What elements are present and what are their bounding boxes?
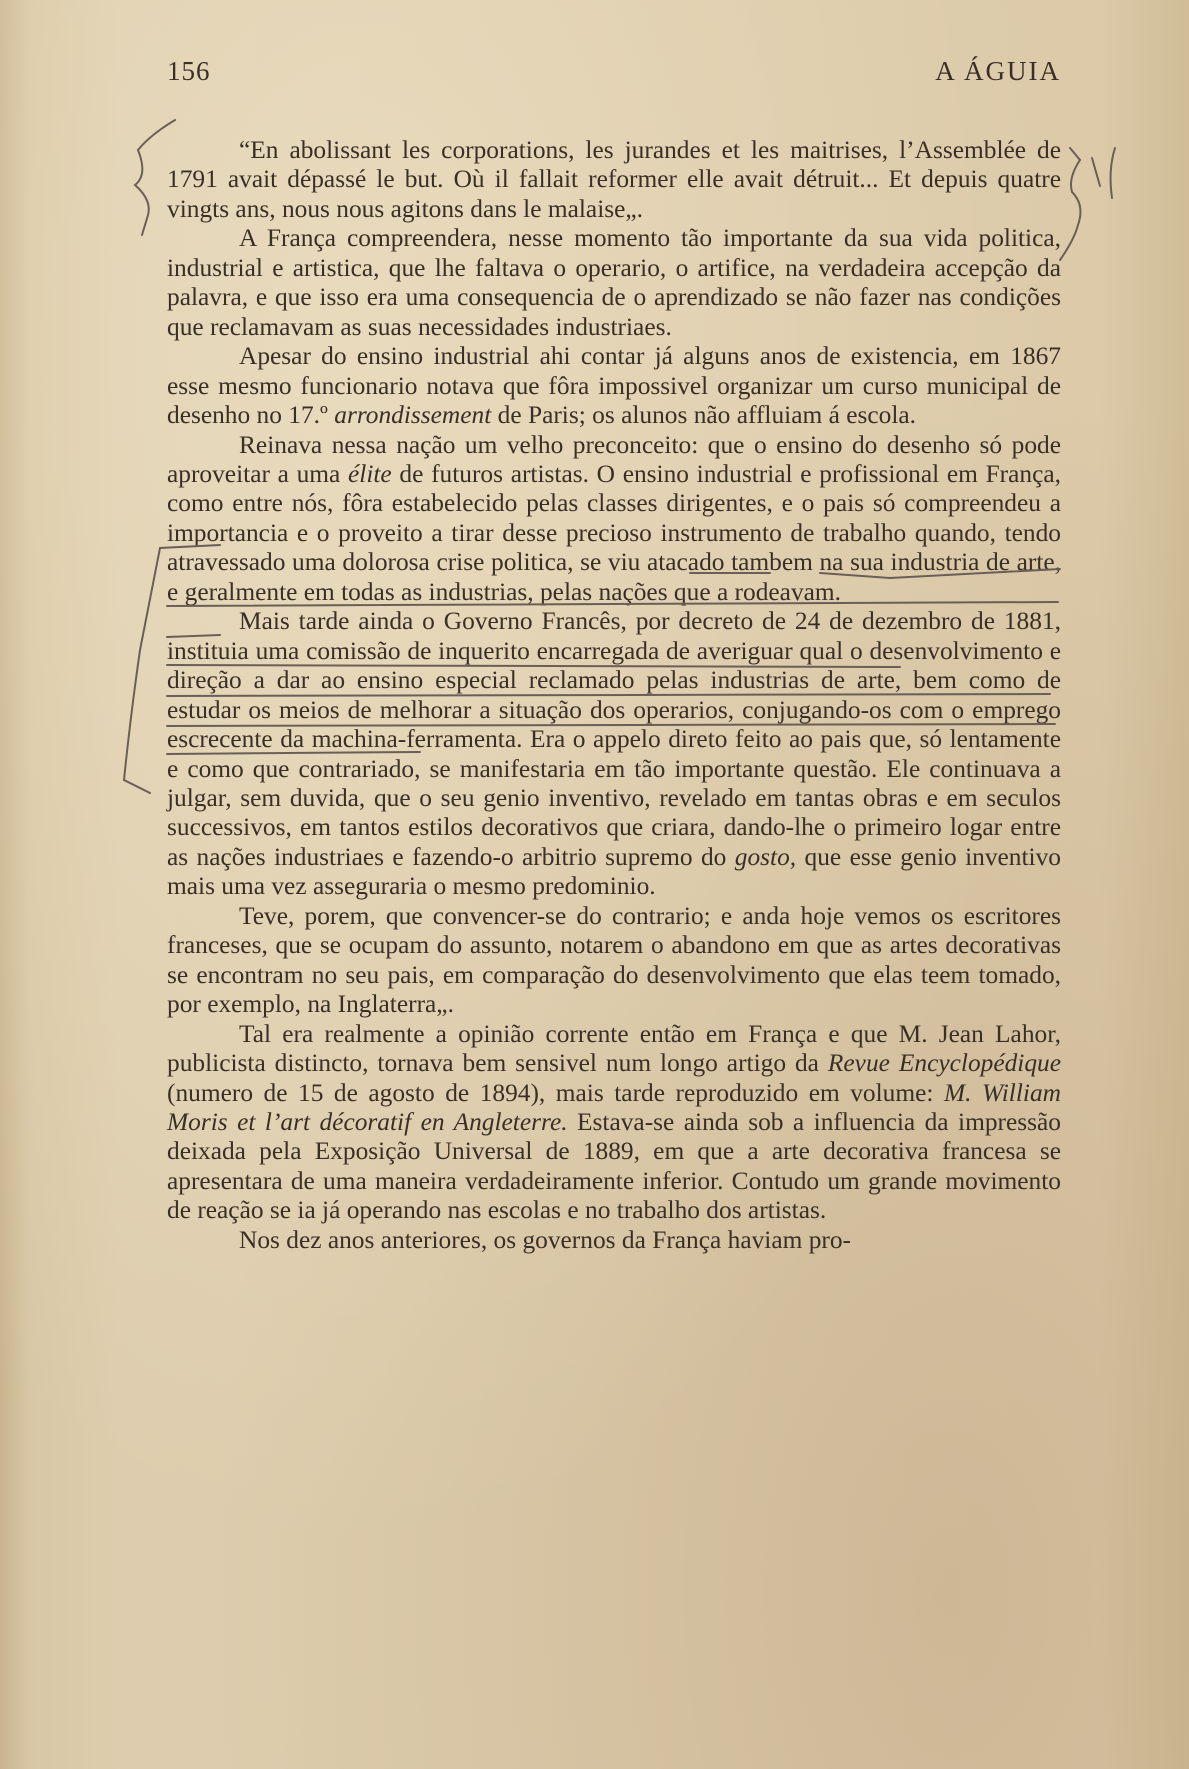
italic-term: élite — [348, 459, 392, 488]
paragraph-4: Reinava nessa nação um velho preconceito: que o ensino do desenho só pode aproveitar a uma élite de futuros artistas. O ensino industrial e profissional em França, como entre nós, fôra estabelecido pelas classes dirigentes, e o pais só compreendeu a importancia e o proveito a tirar desse precioso instrumento de trabalho quando, tendo atravessado uma dolorosa crise politica, se viu atacado tambem na sua industria de arte, e geralmente em todas as industrias, pelas nações que a rodeavam. — [167, 430, 1061, 606]
italic-term: arrondissement — [334, 401, 492, 430]
running-title: A ÁGUIA — [935, 56, 1061, 86]
pencil-mark-right-2 — [1092, 158, 1100, 186]
paragraph-8: Nos dez anos anteriores, os governos da França haviam pro- — [239, 1225, 852, 1254]
pencil-bracket-right-top — [1060, 148, 1080, 260]
paragraph-2: A França compreendera, nesse momento tão importante da sua vida politica, industrial e artistica, que lhe faltava o operario, o artifice, na verdadeira accepção da palavra, e que isso era uma consequencia de o aprendizado se não fazer nas condições que reclamavam as suas necessidades industriaes. — [167, 224, 1061, 341]
page-header — [167, 56, 1061, 96]
paragraph-6: Teve, porem, que convencer-se do contrario; e anda hoje vemos os escritores franceses, que se ocupam do assunto, notarem o abandono em que as artes decorativas se encontram no seu pais, em comparação do desenvolvimento que elas teem tomado, por exemplo, na Inglaterra„. — [167, 901, 1061, 1019]
quote-paragraph: “En abolissant les corporations, les jurandes et les maitrises, l’Assemblée de 1791 avait dépassé le but. Où il fallait reformer elle avait détruit... Et depuis quatre vingts ans, nous nous agitons dans le malaise„. — [167, 136, 1061, 223]
italic-title: Revue Encyclopédique — [827, 1049, 1062, 1078]
page-number: 156 — [167, 56, 211, 86]
italic-title: M. William Moris et l’art décoratif en Angleterre. — [167, 1078, 1061, 1136]
paragraph-3: Apesar do ensino industrial ahi contar já alguns anos de existencia, em 1867 esse mesmo funcionario notava que fôra impossivel organizar um curso municipal de desenho no 17.º arrondissement de Paris; os alunos não affluiam á escola. — [167, 342, 1061, 430]
paragraph-5: Mais tarde ainda o Governo Francês, por decreto de 24 de dezembro de 1881, instituia uma comissão de inquerito encarregada de averiguar qual o desenvolvimento e direção a dar ao ensino especial reclamado pelas industrias de arte, bem como de estudar os meios de melhorar a situação dos operarios, conjugando-os com o emprego escrecente da machina-ferramenta. Era o appelo direto feito ao pais que, só lentamente e como que contrariado, se manifestaria em tão importante questão. Ele continuava a julgar, sem duvida, que o seu genio inventivo, revelado em tantas obras e em seculos successivos, em tantos estilos decorativos que criara, dando-lhe o primeiro logar entre as nações industriaes e fazendo-o arbitrio supremo do gosto, que esse genio inventivo mais uma vez asseguraria o mesmo predominio. — [167, 607, 1061, 901]
paragraph-7: Tal era realmente a opinião corrente então em França e que M. Jean Lahor, publicista distincto, tornava bem sensivel num longo artigo da Revue Encyclopédique (numero de 15 de agosto de 1894), mais tarde reproduzido em volume: M. William Moris et l’art décoratif en Angleterre. Estava-se ainda sob a influencia da impressão deixada pela Exposição Universal de 1889, em que a arte decorativa francesa se apresentara de uma maneira verdadeiramente inferior. Contudo um grande movimento de reação se ia já operando nas escolas e no trabalho dos artistas. — [167, 1019, 1062, 1225]
italic-term: gosto, — [734, 842, 797, 871]
body-text — [167, 136, 1061, 1255]
pencil-mark-right — [1111, 148, 1115, 198]
